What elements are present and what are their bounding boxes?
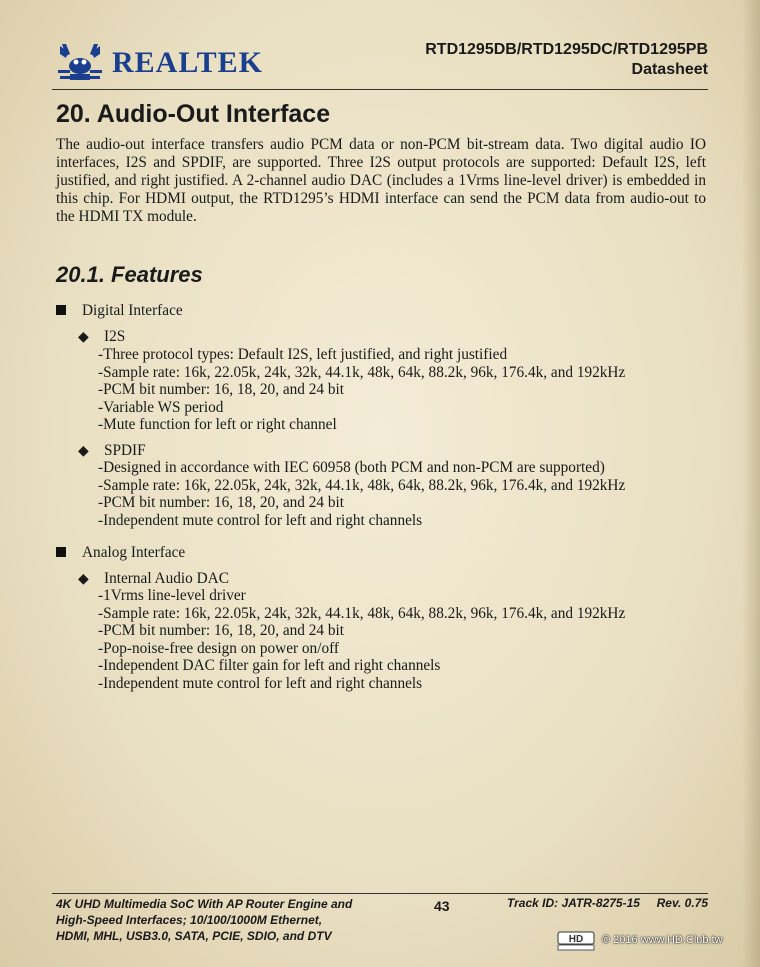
footer-line: High-Speed Interfaces; 10/100/1000M Ethernet, xyxy=(56,913,323,927)
feature-detail: -Variable WS period xyxy=(98,399,224,416)
page-header xyxy=(56,36,708,88)
diamond-bullet-icon: ◆ xyxy=(78,330,89,345)
feature-group-digital xyxy=(56,302,183,320)
feature-item-label: SPDIF xyxy=(104,442,146,459)
footer-line: 4K UHD Multimedia SoC With AP Router Engine and xyxy=(56,897,353,911)
document-type: Datasheet xyxy=(631,61,708,78)
footer-product-description xyxy=(56,896,356,944)
feature-detail: -Independent mute control for left and right channels xyxy=(98,512,423,529)
model-numbers: RTD1295DB/RTD1295DC/RTD1295PB xyxy=(425,41,708,58)
feature-detail: -Three protocol types: Default I2S, left justified, and right justified xyxy=(98,346,508,363)
section-intro: The audio-out interface transfers audio PCM data or non-PCM bit-stream data. Two digital audio IO interfaces, I2S and SPDIF, are supported. Three I2S output protocols are supported: Default I2S, left justified, and right justified. A 2-channel audio DAC (includes a 1Vrms line-level driver) is embedded in this chip. For HDMI output, the RTD1295’s HDMI interface can send the PCM data from audio-out to the HDMI TX module. xyxy=(56,136,706,225)
realtek-crab-logo-icon xyxy=(56,42,104,82)
feature-detail: -Sample rate: 16k, 22.05k, 24k, 32k, 44.1k, 48k, 64k, 88.2k, 96k, 176.4k, and 192kHz xyxy=(98,605,626,622)
feature-group-label: Analog Interface xyxy=(82,544,186,561)
hd-club-logo-icon xyxy=(556,930,596,952)
page-number: 43 xyxy=(434,898,450,914)
svg-text:HD: HD xyxy=(568,934,584,945)
section-title: 20. Audio-Out Interface xyxy=(56,100,331,128)
diamond-bullet-icon: ◆ xyxy=(78,444,89,459)
feature-detail: -Designed in accordance with IEC 60958 (both PCM and non-PCM are supported) xyxy=(98,459,605,476)
feature-detail: -Independent DAC filter gain for left and right channels xyxy=(98,657,441,674)
feature-item-i2s xyxy=(78,328,125,347)
feature-detail: -Sample rate: 16k, 22.05k, 24k, 32k, 44.1k, 48k, 64k, 88.2k, 96k, 176.4k, and 192kHz xyxy=(98,477,626,494)
feature-group-label: Digital Interface xyxy=(82,302,183,319)
feature-group-analog xyxy=(56,544,185,562)
feature-item-label: I2S xyxy=(104,328,126,345)
feature-item-spdif xyxy=(78,442,146,461)
subsection-title: 20.1. Features xyxy=(56,262,203,287)
square-bullet-icon xyxy=(56,547,66,557)
feature-detail: -PCM bit number: 16, 18, 20, and 24 bit xyxy=(98,494,345,511)
header-title-block xyxy=(425,40,708,80)
feature-item-audio-dac xyxy=(78,570,229,589)
feature-detail: -Pop-noise-free design on power on/off xyxy=(98,640,340,657)
feature-detail: -Independent mute control for left and right channels xyxy=(98,675,423,692)
watermark-text: © 2016 www.HD.Club.tw xyxy=(602,934,723,946)
footer-rule xyxy=(52,893,708,894)
feature-detail: -PCM bit number: 16, 18, 20, and 24 bit xyxy=(98,381,345,398)
square-bullet-icon xyxy=(56,305,66,315)
watermark xyxy=(556,930,752,952)
feature-detail: -PCM bit number: 16, 18, 20, and 24 bit xyxy=(98,622,345,639)
header-rule xyxy=(52,89,708,90)
footer-line: HDMI, MHL, USB3.0, SATA, PCIE, SDIO, and DTV xyxy=(56,929,332,943)
brand-name: REALTEK xyxy=(112,46,263,79)
track-id: Track ID: JATR-8275-15 Rev. 0.75 xyxy=(507,896,708,910)
feature-detail: -1Vrms line-level driver xyxy=(98,587,246,604)
brand-logo xyxy=(56,42,263,82)
feature-item-label: Internal Audio DAC xyxy=(104,570,229,587)
feature-detail: -Mute function for left or right channel xyxy=(98,416,337,433)
feature-detail: -Sample rate: 16k, 22.05k, 24k, 32k, 44.1k, 48k, 64k, 88.2k, 96k, 176.4k, and 192kHz xyxy=(98,364,626,381)
page-edge-shadow xyxy=(742,0,760,967)
diamond-bullet-icon: ◆ xyxy=(78,572,89,587)
